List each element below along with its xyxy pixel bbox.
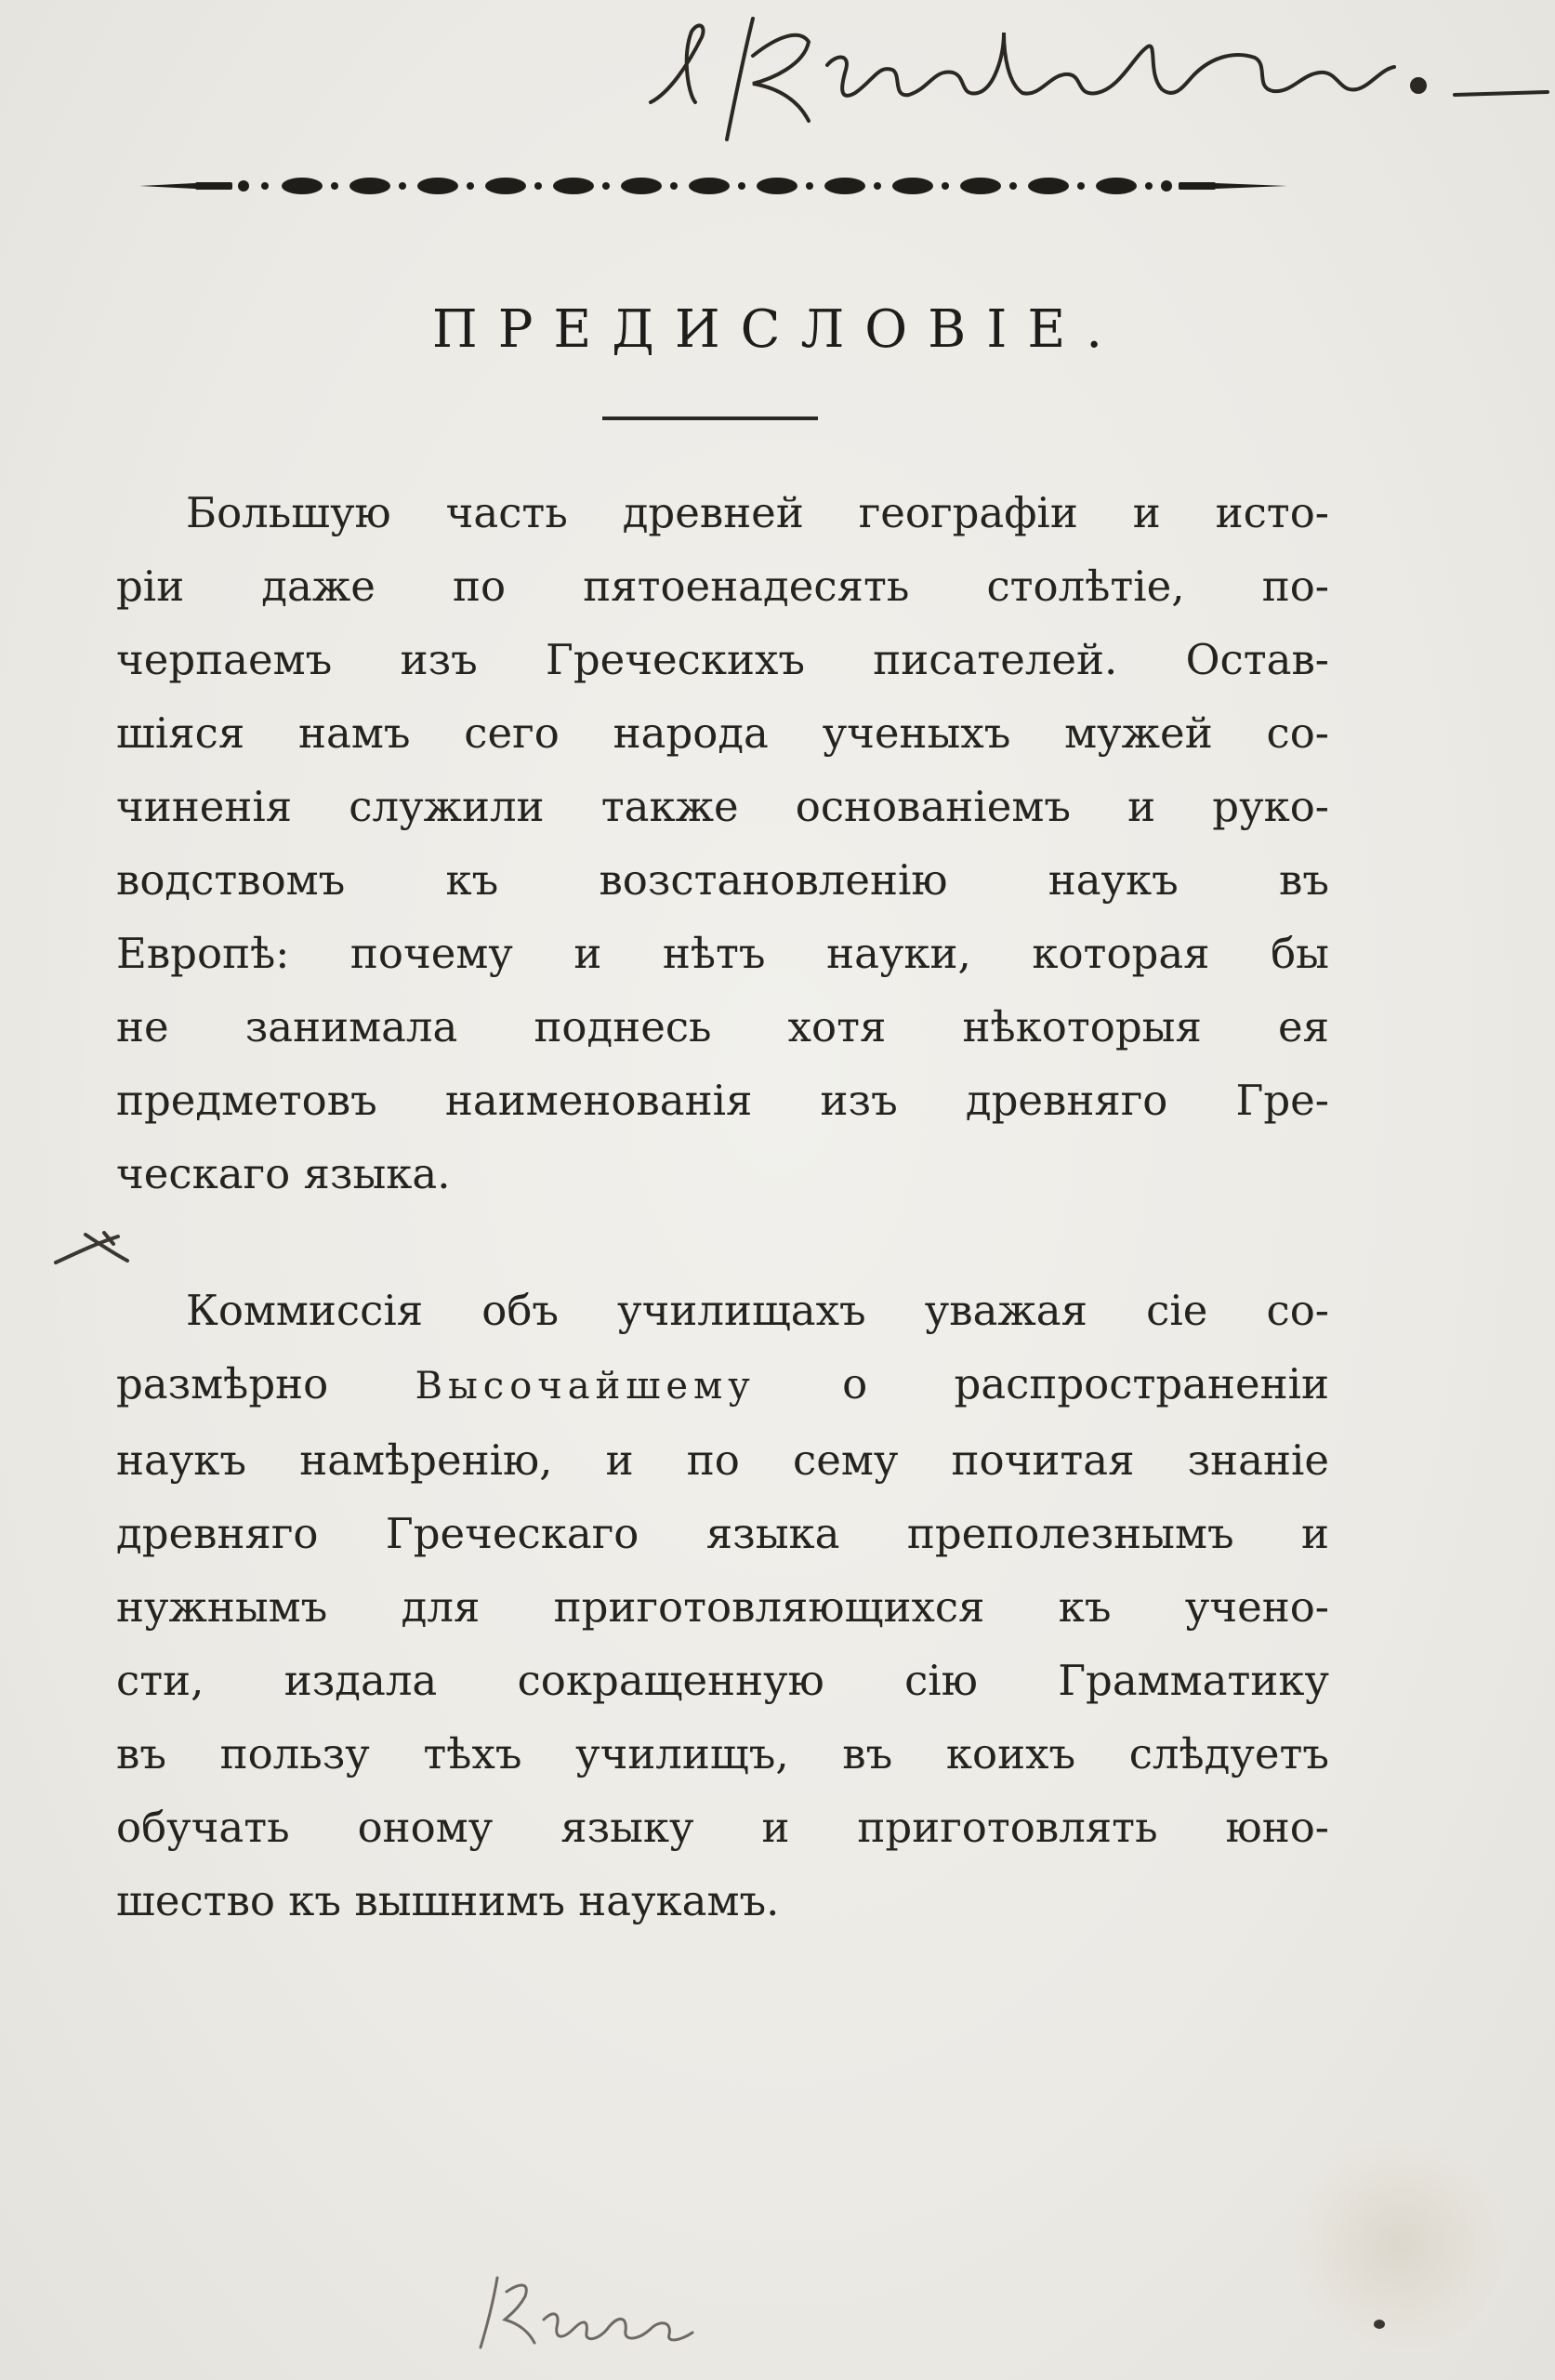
handwritten-signature-top	[613, 0, 1552, 167]
text-line: не занимала поднесь хотя нѣкоторыя ея	[116, 1002, 1329, 1051]
text-line: водствомъ къ возстановленію наукъ въ	[116, 855, 1329, 905]
text-line: древняго Греческаго языка преполезнымъ и	[116, 1509, 1329, 1558]
text-line: Европѣ: почему и нѣтъ науки, которая бы	[116, 929, 1329, 978]
text-line: въ пользу тѣхъ училищъ, въ коихъ слѣдуетъ	[116, 1729, 1329, 1778]
text-line: обучать оному языку и приготовлять юно-	[116, 1803, 1329, 1852]
paragraph-1	[116, 476, 1329, 1210]
heading-underline-rule	[602, 416, 818, 420]
small-caps-word: Высочайшему	[415, 1365, 756, 1408]
text-segment: о распространеніи	[842, 1359, 1329, 1408]
decorative-border-ornament	[139, 165, 1287, 206]
paper-stain	[1292, 2138, 1506, 2352]
text-line: шіяся намъ сего народа ученыхъ мужей со-	[116, 708, 1329, 758]
handwritten-signature-bottom-text: Книга	[469, 2254, 472, 2255]
margin-pencil-mark	[48, 1216, 141, 1272]
text-line: Коммиссія объ училищахъ уважая сіе со-	[186, 1286, 1329, 1335]
text-line: нужнымъ для приготовляющихся къ учено-	[116, 1582, 1329, 1632]
text-line: сти, издала сокращенную сію Грамматику	[116, 1656, 1329, 1705]
text-line: шество къ вышнимъ наукамъ.	[116, 1876, 780, 1925]
text-line: ріи даже по пятоенадесять столѣтіе, по-	[116, 562, 1329, 611]
handwritten-signature-top-text: Крашки	[613, 0, 617, 1]
paragraph-2	[116, 1274, 1329, 1937]
text-segment: размѣрно	[116, 1359, 329, 1408]
text-line-composite	[116, 1347, 1329, 1423]
ink-dot	[1374, 2320, 1385, 2329]
text-line: наукъ намѣренію, и по сему почитая знаніе	[116, 1435, 1329, 1485]
text-line: ческаго языка.	[116, 1149, 451, 1198]
page-heading: ПРЕДИСЛОВІЕ.	[431, 299, 1124, 360]
text-line: предметовъ наименованія изъ древняго Гре-	[116, 1076, 1329, 1125]
handwritten-signature-bottom	[469, 2254, 702, 2357]
text-line: чиненія служили также основаніемъ и руко-	[116, 782, 1329, 831]
text-line: черпаемъ изъ Греческихъ писателей. Остав-	[116, 635, 1329, 684]
text-line: Большую часть древней географіи и исто-	[186, 488, 1329, 537]
